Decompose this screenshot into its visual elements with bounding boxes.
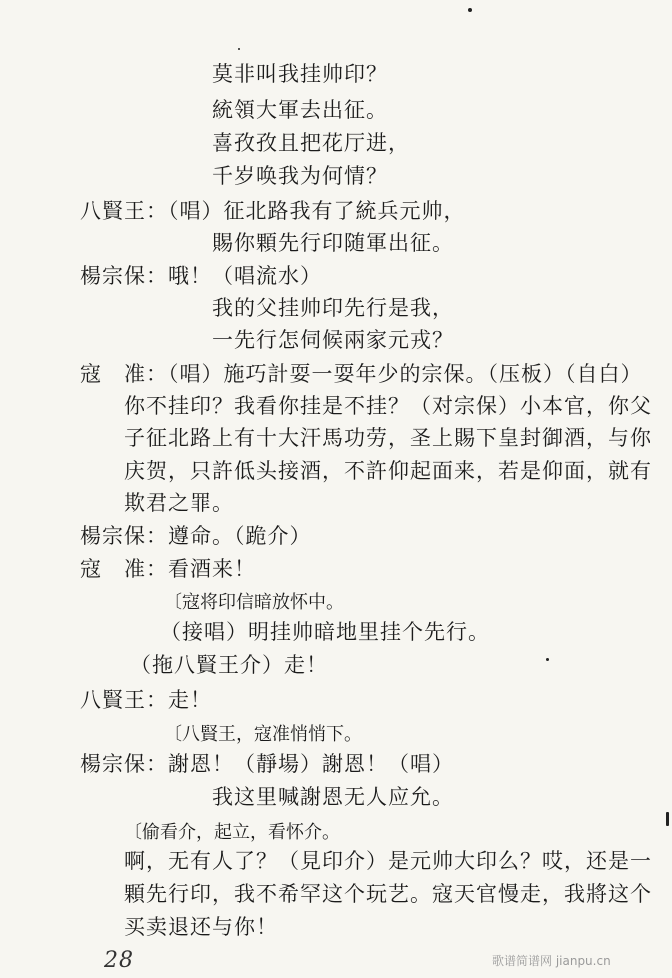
dialogue-line: 八賢王：走！ [80, 688, 212, 712]
verse-line: （接唱）明挂帅暗地里挂个先行。 [160, 620, 490, 644]
dialogue-line: 楊宗保：遵命。（跪介） [80, 524, 312, 548]
prose-line: 啊，无有人了？（見印介）是元帅大印么？哎，还是一 [124, 849, 652, 873]
prose-line: 子征北路上有十大汗馬功劳，圣上賜下皇封御酒，与你 [124, 426, 652, 450]
dialogue-line: 寇 准：看酒来！ [80, 557, 256, 581]
verse-line: 莫非叫我挂帅印？ [212, 62, 388, 86]
ink-speck [666, 812, 669, 826]
verse-line: 統領大軍去出征。 [212, 98, 388, 122]
prose-line: 欺君之罪。 [124, 491, 234, 515]
verse-line: 一先行怎伺候兩家元戎？ [212, 328, 454, 352]
verse-line: 賜你顆先行印随軍出征。 [212, 231, 454, 255]
stage-direction: 〔偷看介，起立，看怀介。 [124, 822, 340, 843]
verse-line: 我这里喊謝恩无人应允。 [212, 785, 454, 809]
prose-line: 你不挂印？我看你挂是不挂？（对宗保）小本官，你父 [124, 394, 652, 418]
prose-line: 买卖退还与你！ [124, 915, 278, 939]
dialogue-line: 寇 准：（唱）施巧計耍一耍年少的宗保。（压板）（自白） [80, 362, 643, 386]
verse-line: 千岁唤我为何情？ [212, 164, 388, 188]
ink-speck [546, 658, 549, 661]
verse-line: 我的父挂帅印先行是我， [212, 296, 454, 320]
prose-line: 顆先行印，我不希罕这个玩艺。寇天官慢走，我將这个 [124, 882, 652, 906]
dialogue-line: 楊宗保：謝恩！（靜場）謝恩！（唱） [80, 752, 454, 776]
stage-direction: （拖八賢王介）走！ [130, 653, 328, 677]
stage-direction: 〔寇将印信暗放怀中。 [164, 592, 344, 613]
dialogue-line: 楊宗保：哦！（唱流水） [80, 264, 322, 288]
dialogue-line: 八賢王：（唱）征北路我有了統兵元帅， [80, 199, 466, 223]
verse-line: 喜孜孜且把花厅进， [212, 131, 410, 155]
prose-line: 庆贺，只許低头接酒，不許仰起面来，若是仰面，就有 [124, 459, 652, 483]
ink-speck [238, 48, 240, 50]
watermark: 歌谱简谱网 jianpu.cn [492, 954, 611, 968]
stage-direction: 〔八賢王，寇准悄悄下。 [164, 724, 362, 745]
ink-speck [468, 8, 472, 12]
page-number: 28 [104, 948, 134, 973]
